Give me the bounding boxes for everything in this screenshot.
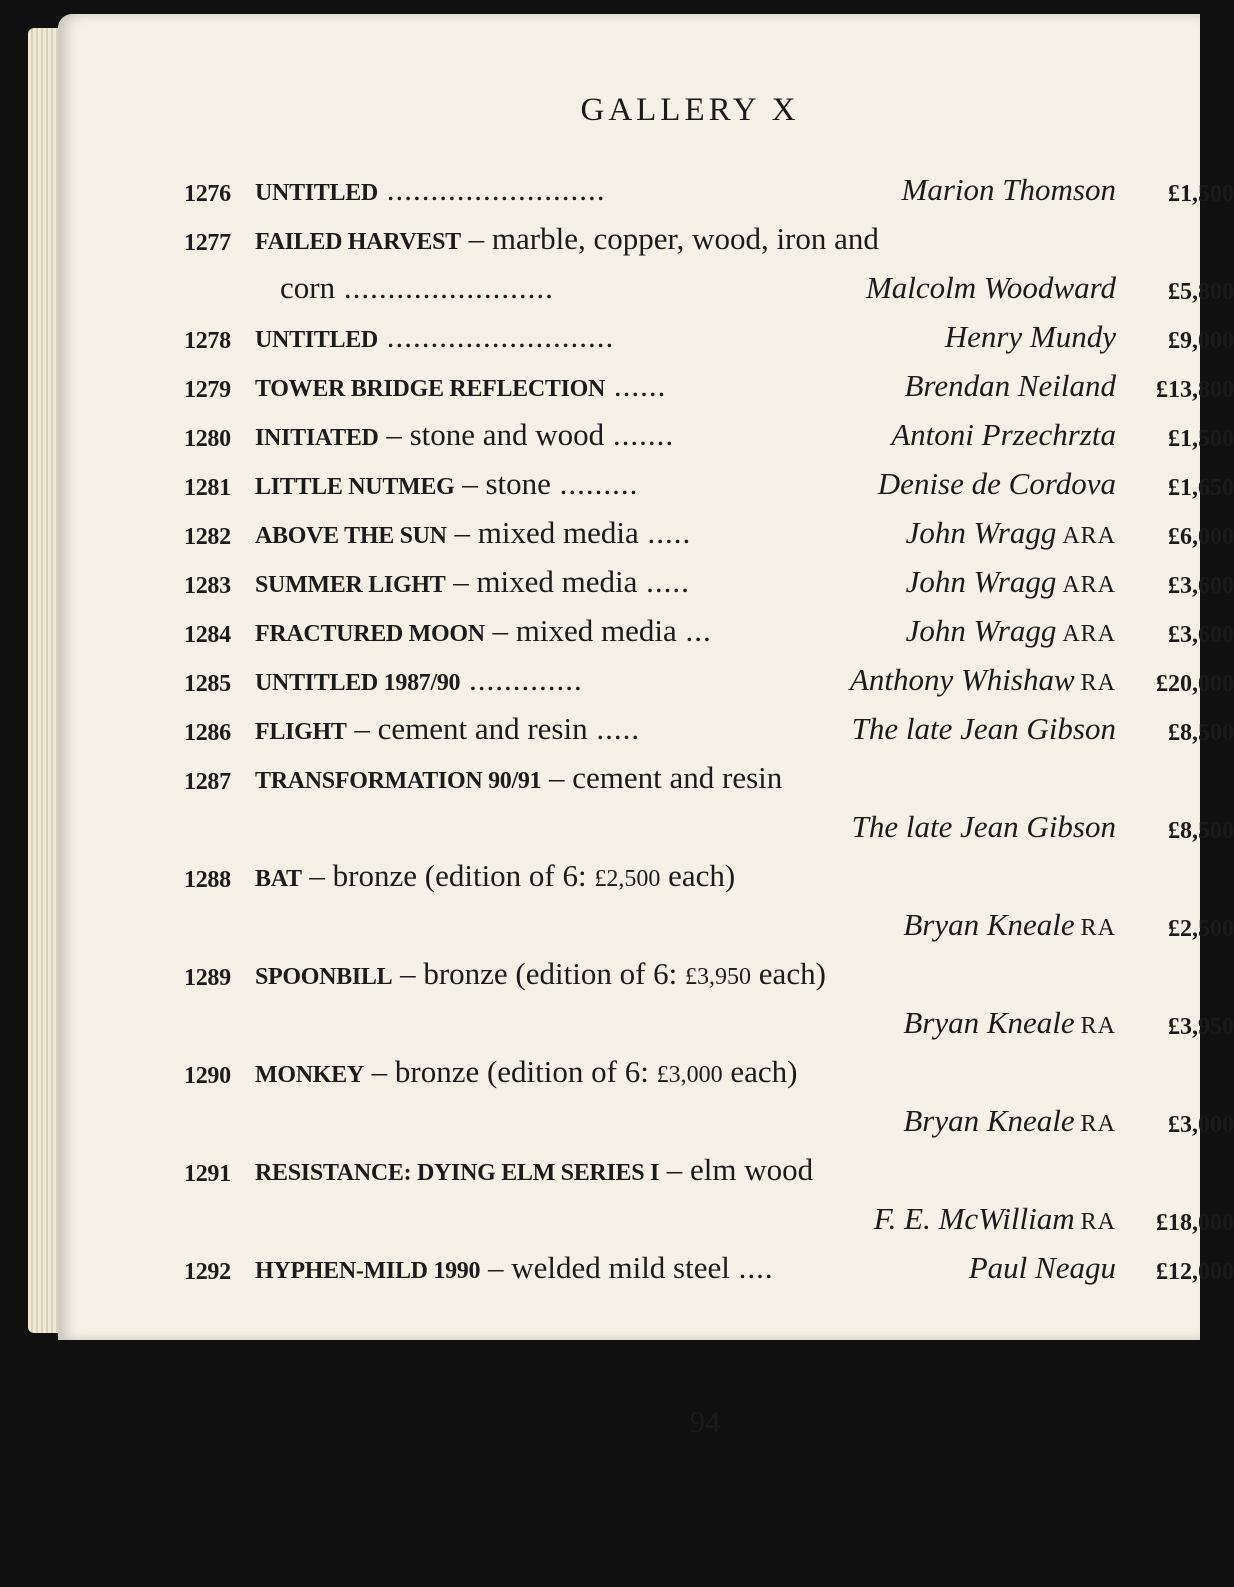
artist-name: John Wragg [905,613,1057,648]
catalogue-number: 1286 [184,720,231,746]
artist-name: Bryan Kneale [903,907,1075,942]
work-medium: – cement and resin [541,760,783,795]
work-title: RESISTANCE: DYING ELM SERIES I [255,1160,659,1186]
artist-name: Denise de Cordova [877,466,1116,501]
catalogue-number: 1289 [184,965,231,991]
leader-dots: ...... [605,368,667,403]
work-description [255,858,1055,894]
catalogue-line [184,613,1234,662]
work-medium: – welded mild steel [480,1250,730,1285]
artist [906,613,1116,649]
artist-name: The late Jean Gibson [851,711,1116,746]
work-description [255,221,1055,257]
price: £1,500 [1168,426,1234,452]
price: £3,950 [1168,1014,1234,1040]
catalogue-line [184,662,1234,711]
catalogue-line [184,760,1234,809]
catalogue-line [184,1201,1234,1250]
work-title: ABOVE THE SUN [255,523,447,549]
work-title: BAT [255,866,302,892]
catalogue-line [184,711,1234,760]
artist-name: Malcolm Woodward [865,270,1116,305]
artist [852,711,1116,747]
catalogue-line [184,1250,1234,1299]
work-medium: – marble, copper, wood, iron and [460,221,879,256]
artist-name: F. E. McWilliam [873,1201,1075,1236]
price: £8,500 [1168,720,1234,746]
catalogue-line [184,515,1234,564]
leader-dots: ..... [637,564,690,599]
catalogue-number: 1280 [184,426,231,452]
catalogue-number: 1285 [184,671,231,697]
work-medium: – stone [454,466,551,501]
work-medium: – stone and wood [378,417,605,452]
artist-name: Bryan Kneale [903,1005,1075,1040]
work-medium: corn [280,270,336,305]
catalogue-line [184,466,1234,515]
catalogue-number: 1281 [184,475,231,501]
leader-dots: ......... [550,466,639,501]
leader-dots: ........................ [335,270,554,305]
catalogue-line [184,809,1234,858]
work-medium-end: each) [722,1054,798,1089]
catalogue-line [184,1005,1234,1054]
work-title: UNTITLED [255,327,378,353]
gallery-title: GALLERY X [580,92,800,128]
work-description [255,1250,1055,1286]
artist-honour: RA [1080,1013,1116,1039]
artist-name: Paul Neagu [968,1250,1116,1285]
artist [904,368,1116,404]
catalogue-line [184,417,1234,466]
leader-dots: .......................... [377,319,615,354]
edition-price: £3,950 [685,964,752,990]
artist [866,270,1116,306]
catalogue-line [184,1103,1234,1152]
edition-price: £3,000 [656,1062,723,1088]
artist [874,1201,1116,1237]
price: £1,650 [1168,475,1234,501]
catalogue-number: 1278 [184,328,231,354]
price: £3,600 [1168,573,1234,599]
price: £5,800 [1168,279,1234,305]
work-medium: – mixed media [446,515,639,550]
work-medium: – mixed media [484,613,677,648]
work-description [255,1054,1055,1090]
work-medium: – bronze (edition of 6: [363,1054,657,1089]
work-description [255,956,1055,992]
work-title: FRACTURED MOON [255,621,485,647]
artist-name: John Wragg [905,564,1057,599]
price: £8,500 [1168,818,1234,844]
catalogue-number: 1277 [184,230,231,256]
work-title: TOWER BRIDGE REFLECTION [255,376,606,402]
work-medium: – elm wood [659,1152,814,1187]
price: £9,000 [1168,328,1234,354]
work-title: HYPHEN-MILD 1990 [255,1258,481,1284]
artist-honour: RA [1080,670,1116,696]
leader-dots: ... [676,613,712,648]
catalogue-line [184,564,1234,613]
artist-name: The late Jean Gibson [851,809,1116,844]
artist-name: John Wragg [905,515,1057,550]
catalogue-line [184,858,1234,907]
leader-dots: .... [729,1250,774,1285]
price: £20,000 [1156,671,1234,697]
price: £18,000 [1156,1210,1234,1236]
catalogue-line [184,319,1234,368]
work-medium: – mixed media [445,564,638,599]
artist-name: Bryan Kneale [903,1103,1075,1138]
price: £12,000 [1156,1259,1234,1285]
catalogue-entries [184,172,1234,1299]
artist [945,319,1116,355]
work-title: SPOONBILL [255,964,393,990]
edition-price: £2,500 [594,866,661,892]
catalogue-number: 1282 [184,524,231,550]
leader-dots: ............. [460,662,583,697]
work-medium: – bronze (edition of 6: [301,858,595,893]
artist-honour: RA [1080,1209,1116,1235]
artist-honour: ARA [1062,523,1116,549]
artist-honour: ARA [1062,572,1116,598]
artist-name: Anthony Whishaw [849,662,1075,697]
price: £1,500 [1168,181,1234,207]
artist [878,466,1116,502]
artist [903,1005,1116,1041]
work-description [255,760,1055,796]
work-medium-end: each) [660,858,736,893]
artist [902,172,1116,208]
catalogue-page [58,14,1234,1439]
leader-dots: ....... [604,417,675,452]
work-medium: – cement and resin [346,711,588,746]
catalogue-line [184,270,1234,319]
work-title: INITIATED [255,425,379,451]
artist [850,662,1116,698]
price: £2,500 [1168,916,1234,942]
catalogue-line [184,172,1234,221]
work-title: LITTLE NUTMEG [255,474,455,500]
catalogue-line [184,1152,1234,1201]
work-description [255,319,1055,355]
catalogue-line [184,907,1234,956]
artist [906,564,1116,600]
catalogue-number: 1283 [184,573,231,599]
work-title: UNTITLED [255,180,378,206]
artist [852,809,1116,845]
catalogue-number: 1292 [184,1259,231,1285]
artist [903,907,1116,943]
catalogue-line [184,956,1234,1005]
price: £3,600 [1168,622,1234,648]
catalogue-line [184,368,1234,417]
artist [891,417,1116,453]
catalogue-number: 1291 [184,1161,231,1187]
catalogue-number: 1276 [184,181,231,207]
work-title: TRANSFORMATION 90/91 [255,768,542,794]
work-title: FLIGHT [255,719,347,745]
catalogue-number: 1290 [184,1063,231,1089]
catalogue-number: 1287 [184,769,231,795]
work-title: SUMMER LIGHT [255,572,446,598]
catalogue-line [184,1054,1234,1103]
work-title: FAILED HARVEST [255,229,461,255]
leader-dots: ......................... [377,172,606,207]
price: £13,800 [1156,377,1234,403]
artist [903,1103,1116,1139]
page-number: 94 [689,1404,721,1439]
catalogue-number: 1288 [184,867,231,893]
artist-name: Antoni Przechrzta [891,417,1116,452]
work-medium: – bronze (edition of 6: [392,956,686,991]
price: £3,000 [1168,1112,1234,1138]
artist-name: Henry Mundy [944,319,1116,354]
work-medium-end: each) [751,956,826,991]
catalogue-line [184,221,1234,270]
work-title: MONKEY [255,1062,364,1088]
artist-name: Brendan Neiland [904,368,1116,403]
artist-honour: RA [1080,915,1116,941]
catalogue-number: 1284 [184,622,231,648]
price: £6,000 [1168,524,1234,550]
leader-dots: ..... [638,515,692,550]
artist-honour: ARA [1062,621,1116,647]
leader-dots: ..... [587,711,641,746]
artist [969,1250,1116,1286]
artist-honour: RA [1080,1111,1116,1137]
artist-name: Marion Thomson [901,172,1116,207]
work-description [255,1152,1055,1188]
catalogue-number: 1279 [184,377,231,403]
artist [906,515,1116,551]
work-title: UNTITLED 1987/90 [255,670,461,696]
